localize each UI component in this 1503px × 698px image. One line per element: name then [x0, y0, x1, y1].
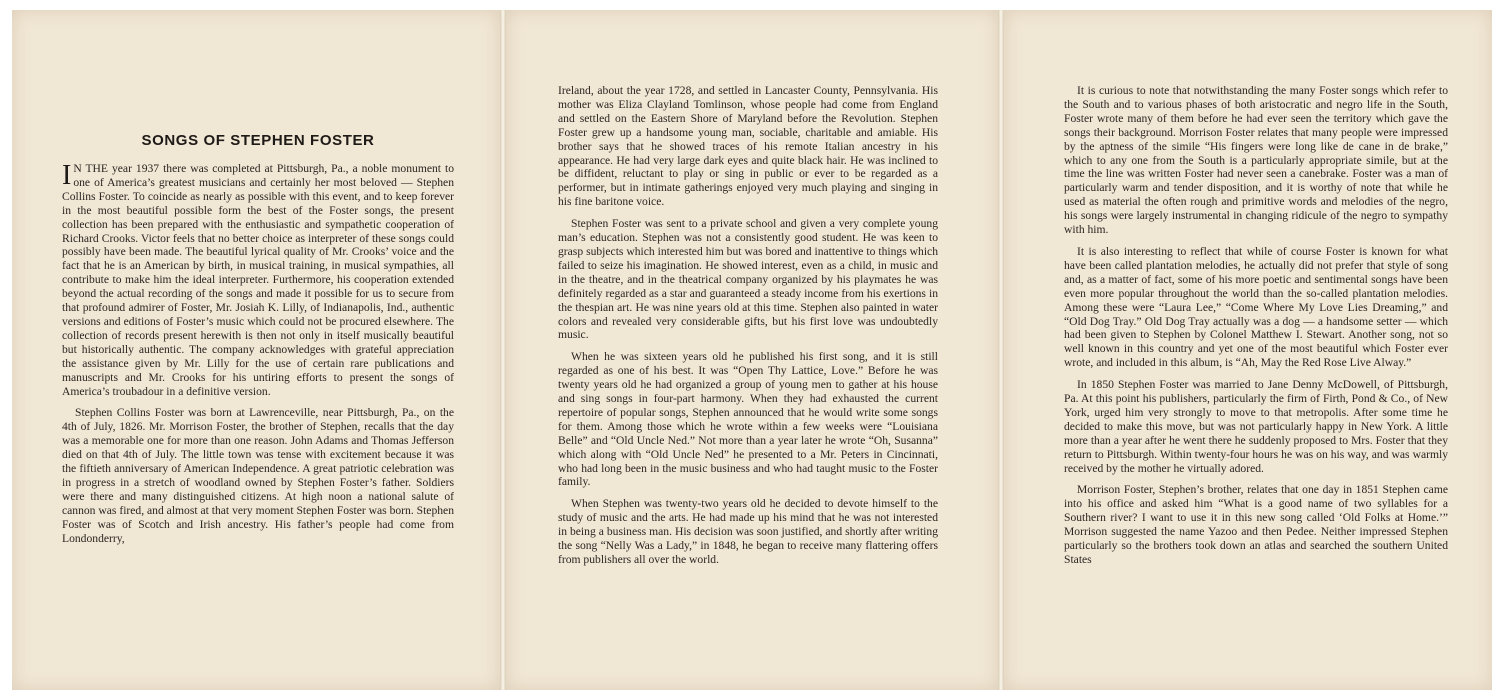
- text-column-right: [1064, 84, 1448, 575]
- paragraph: [62, 162, 454, 398]
- page-title: SONGS OF STEPHEN FOSTER: [141, 132, 375, 149]
- paragraph: Stephen Foster was sent to a private school and given a very complete young man’s education. Stephen was not a consistently good student. He was keen to grasp subjects which interested him but was bored and inattentive to things which failed to seize his imagination. He showed interest, even as a child, in music and in the theatre, and in the theatrical company organized by his playmates he was definitely regarded as a star and guaranteed a steady income from his exertions in the thespian art. He was nine years old at this time. Stephen also painted in water colors and revealed very considerable gifts, but his first love was undoubtedly music.: [558, 217, 938, 342]
- paragraph: In 1850 Stephen Foster was married to Jane Denny McDowell, of Pittsburgh, Pa. At this point his publishers, particularly the firm of Firth, Pond & Co., of New York, urged him very strongly to move to that metropolis. After some time he decided to make this move, but was not particularly happy in New York. A little more than a year after he went there he suddenly proposed to Mrs. Foster that they return to Pittsburgh. Within twenty-four hours he was on his way, and was warmly received by the mother he virtually adored.: [1064, 378, 1448, 475]
- drop-cap: I: [62, 160, 72, 191]
- paragraph-text: year 1937 there was completed at Pittsburgh, Pa., a noble monument to one of America’s greatest musicians and certainly her most beloved — Stephen Collins Foster. To coincide as nearly as possible with this event, and to keep forever in the most beautiful possible form the best of the Foster songs, the present collection has been prepared with the enthusiastic and sympathetic cooperation of Richard Crooks. Victor feels that no better choice as interpreter of these songs could possibly have been made. The beautiful lyrical quality of Mr. Crooks’ voice and the fact that he is an American by birth, in musical training, in musical sympathies, all contribute to make him the ideal interpreter. Furthermore, his cooperation extended beyond the actual recording of the songs and made it possible for us to secure from that profound admirer of Foster, Mr. Josiah K. Lilly, of Indianapolis, Ind., authentic versions and editions of Foster’s music which could not be procured elsewhere. The collection of records present herewith is then not only in itself musically beautiful but historically authentic. The company acknowledges with grateful appreciation the assistance given by Mr. Lilly for the use of certain rare publications and manuscripts and Mr. Crooks for his untiring efforts to present the songs of America’s troubadour in a definitive version.: [62, 162, 454, 398]
- lead-in: N THE: [73, 162, 109, 175]
- paragraph: It is also interesting to reflect that while of course Foster is known for what have been called plantation melodies, he actually did not prefer that style of song and, as a matter of fact, some of his more poetic and sentimental songs have been even more popular throughout the world than the so-called plantation melodies. Among these were “Laura Lee,” “Come Where My Love Lies Dreaming,” and “Old Dog Tray.” Old Dog Tray actually was a dog — a handsome setter — which had been given to Stephen by Colonel Matthew I. Stewart. Another song, not so well known in this country and yet one of the most beautiful which Foster ever wrote, and included in this album, is “Ah, May the Red Rose Live Alway.”: [1064, 244, 1448, 370]
- paragraph: It is curious to note that notwithstanding the many Foster songs which refer to the South and to various phases of both aristocratic and negro life in the South, Foster wrote many of them before he had ever seen the territory which gave the songs their background. Morrison Foster relates that many people were impressed by the aptness of the simile “His fingers were long like de cane in de brake,” which to any one from the South is a particularly appropriate simile, but at the time the line was written Foster had never seen a canebrake. Foster was a man of particularly warm and tender disposition, and it is worthy of note that while he used as material the often rough and primitive words and melodies of the negro, his songs were largely instrumental in changing ridicule of the negro to sympathy with him.: [1064, 84, 1448, 237]
- page-right: [1004, 10, 1492, 690]
- paragraph: When Stephen was twenty-two years old he decided to devote himself to the study of music and the arts. He had made up his mind that he was not interested in being a business man. His decision was soon justified, and shortly after writing the song “Nelly Was a Lady,” in 1848, he began to receive many flattering offers from publishers all over the world.: [558, 497, 938, 566]
- page-left: [12, 10, 500, 690]
- paragraph: Morrison Foster, Stephen’s brother, relates that one day in 1851 Stephen came into his office and asked him “What is a good name of two syllables for a Southern river? I want to use it in this new song called ‘Old Folks at Home.’” Morrison suggested the name Yazoo and then Pedee. Neither impressed Stephen particularly so the brothers took down an atlas and searched the southern United States: [1064, 483, 1448, 566]
- text-column-left: [62, 162, 454, 553]
- page-middle: [506, 10, 998, 690]
- paragraph: Ireland, about the year 1728, and settled in Lancaster County, Pennsylvania. His mother was Eliza Clayland Tomlinson, whose people had come from England and settled on the Eastern Shore of Maryland before the Revolution. Stephen Foster grew up a handsome young man, sociable, charitable and amiable. His brother says that he showed traces of his remote Italian ancestry in his appearance. He had very large dark eyes and quite black hair. He was inclined to be diffident, reluctant to play or sing in public or ever to be regarded as a performer, but in intimate gatherings enjoyed very much playing and singing in his fine baritone voice.: [558, 84, 938, 209]
- paragraph: Stephen Collins Foster was born at Lawrenceville, near Pittsburgh, Pa., on the 4th of July, 1826. Mr. Morrison Foster, the brother of Stephen, recalls that the day was a memorable one for more than one reason. John Adams and Thomas Jefferson died on that 4th of July. The little town was tense with excitement because it was the fiftieth anniversary of American Independence. A great patriotic celebration was in progress in a stretch of woodland owned by Stephen Foster’s father. Soldiers were there and many distinguished citizens. At high noon a national salute of cannon was fired, and almost at that very moment Stephen Foster was born. Stephen Foster was of Scotch and Irish ancestry. His father’s people had come from Londonderry,: [62, 406, 454, 545]
- paragraph: When he was sixteen years old he published his first song, and it is still regarded as one of his best. It was “Open Thy Lattice, Love.” Before he was twenty years old he had organized a group of young men to gather at his house and sing songs in four-part harmony. When they had exhausted the current repertoire of popular songs, Stephen announced that he would write some songs for them. Among those which he wrote within a few weeks were “Louisiana Belle” and “Old Uncle Ned.” Not more than a year later he wrote “Oh, Susanna” which along with “Old Uncle Ned” he presented to a Mr. Peters in Cincinnati, who had long been in the music business and who had taught music to the Foster family.: [558, 350, 938, 489]
- text-column-middle: [558, 84, 938, 575]
